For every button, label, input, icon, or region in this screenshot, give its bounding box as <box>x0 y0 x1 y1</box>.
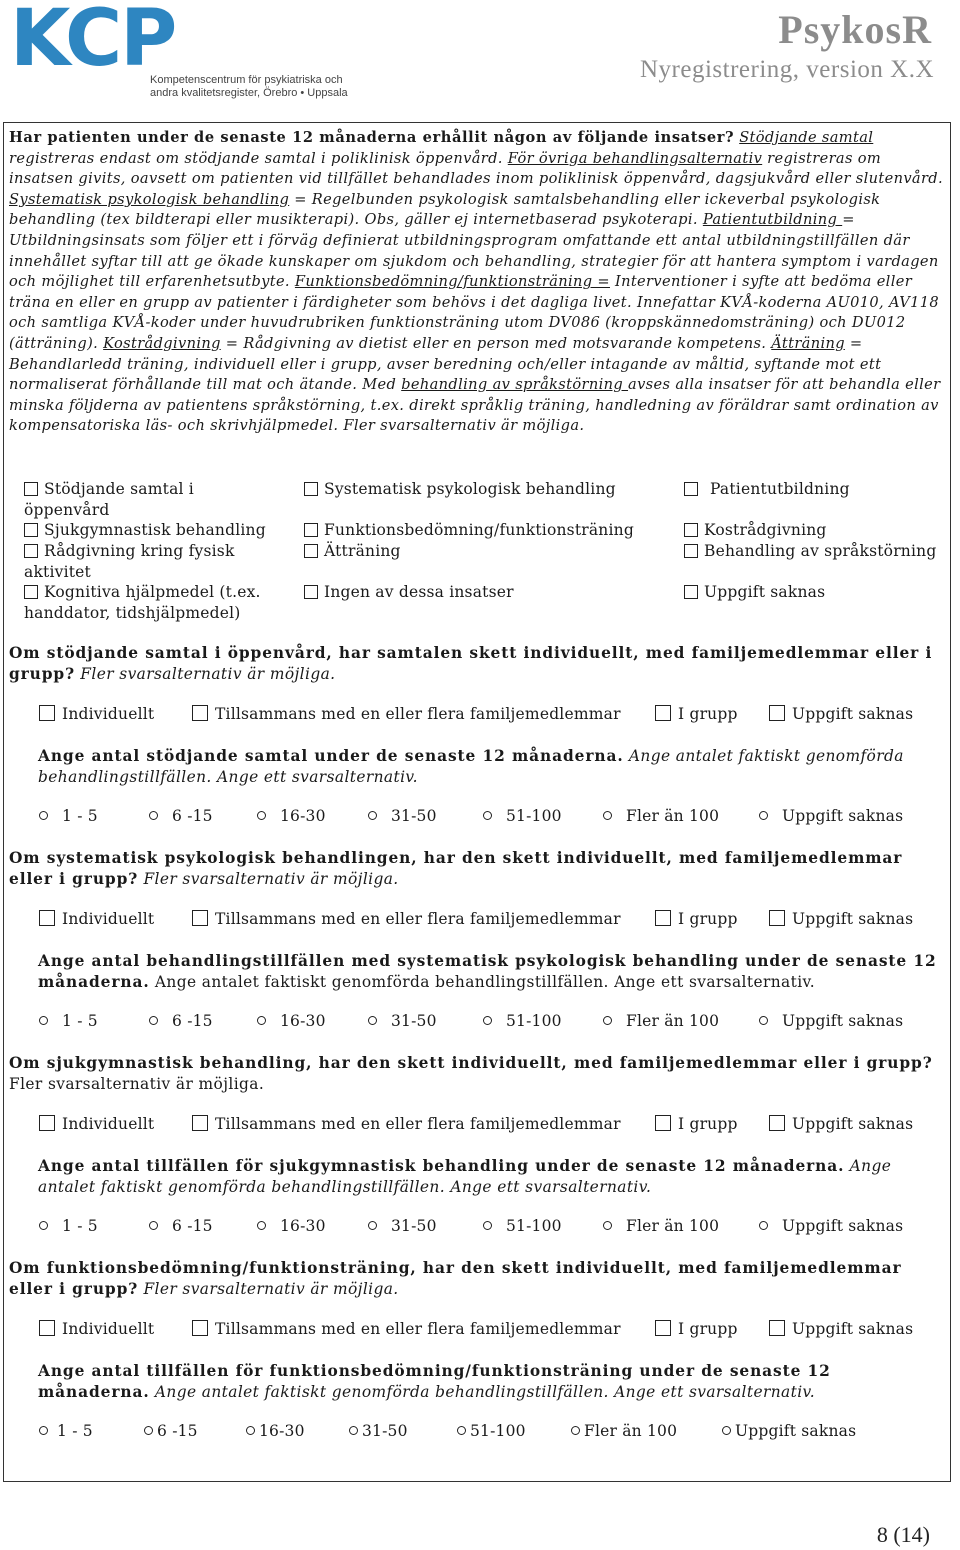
term-ovriga: För övriga behandlingsalternativ <box>507 149 763 167</box>
intro-text-part: registreras endast om stödjande samtal i poliklinisk öppenvård. <box>9 149 508 167</box>
option-label: 31-50 <box>362 1422 408 1440</box>
radio[interactable] <box>368 811 377 820</box>
option-label: 1 - 5 <box>62 1012 98 1030</box>
checkbox[interactable] <box>655 1115 671 1131</box>
insats-kostradgivning[interactable] <box>684 520 944 541</box>
insats-uppgift-saknas[interactable] <box>684 582 944 603</box>
radio-1-5[interactable] <box>39 1217 98 1235</box>
insats-sjukgymnastisk[interactable] <box>24 520 294 541</box>
option-i-grupp[interactable] <box>655 1115 738 1133</box>
insats-stodjande-samtal[interactable] <box>24 479 274 520</box>
checkbox[interactable] <box>192 705 208 721</box>
checkbox[interactable] <box>684 544 698 558</box>
radio-51-100[interactable] <box>483 1217 562 1235</box>
option-label: 31-50 <box>391 807 437 825</box>
app-title: PsykosR <box>778 7 932 52</box>
term-patientutbildning: Patientutbildning <box>702 211 843 229</box>
option-label: Tillsammans med en eller flera familjemedlemmar <box>215 705 621 723</box>
radio-16-30[interactable] <box>257 1217 326 1235</box>
option-label: Fler än 100 <box>626 807 720 825</box>
form-box <box>3 122 951 1482</box>
question-note: Ange antalet faktiskt genomförda behandlingstillfällen. Ange ett svarsalternativ. <box>38 747 904 786</box>
option-uppgift-saknas[interactable] <box>769 1320 913 1338</box>
option-i-grupp[interactable] <box>655 910 738 928</box>
checkbox[interactable] <box>655 910 671 926</box>
question-text: Om stödjande samtal i öppenvård, har samtalen skett individuellt, med familjemedlemmar eller i grupp? <box>9 644 933 683</box>
checkbox[interactable] <box>655 1320 671 1336</box>
option-label: 51-100 <box>506 807 562 825</box>
radio-16-30[interactable] <box>257 807 326 825</box>
term-attraning: Ätträning <box>771 334 845 352</box>
insats-fysisk-aktivitet[interactable] <box>24 541 254 582</box>
insats-label: Rådgivning kring fysisk aktivitet <box>24 542 235 581</box>
radio-51-100[interactable] <box>483 1012 562 1030</box>
question-funktion-format <box>9 1258 944 1300</box>
question-systematisk-format <box>9 848 944 890</box>
radio-6-15[interactable] <box>149 1217 213 1235</box>
checkbox[interactable] <box>655 705 671 721</box>
radio[interactable] <box>603 1016 612 1025</box>
checkbox[interactable] <box>684 482 698 496</box>
checkbox[interactable] <box>24 523 38 537</box>
checkbox[interactable] <box>39 910 55 926</box>
option-label: I grupp <box>678 910 738 928</box>
option-label: 6 -15 <box>172 807 213 825</box>
insats-kognitiva-hjalpmedel[interactable] <box>24 582 274 623</box>
question-systematisk-antal <box>38 951 938 993</box>
option-label: 1 - 5 <box>62 807 98 825</box>
radio[interactable] <box>149 811 158 820</box>
radio[interactable] <box>483 1016 492 1025</box>
option-label: 51-100 <box>470 1422 526 1440</box>
radio[interactable] <box>722 1426 731 1435</box>
checkbox[interactable] <box>24 544 38 558</box>
radio-fler-an-100[interactable] <box>603 807 719 825</box>
insats-label: Ätträning <box>324 542 401 560</box>
checkbox[interactable] <box>39 1115 55 1131</box>
option-i-grupp[interactable] <box>655 1320 738 1338</box>
insats-patientutbildning[interactable] <box>684 479 944 500</box>
option-label: 6 -15 <box>157 1422 198 1440</box>
checkbox[interactable] <box>192 1115 208 1131</box>
option-label: Uppgift saknas <box>735 1422 857 1440</box>
insats-ingen[interactable] <box>304 582 654 603</box>
option-label: 31-50 <box>391 1012 437 1030</box>
radio[interactable] <box>144 1426 153 1435</box>
radio-1-5[interactable] <box>39 807 98 825</box>
option-label: 16-30 <box>280 1217 326 1235</box>
option-label: 31-50 <box>391 1217 437 1235</box>
question-note: Ange antalet faktiskt genomförda behandlingstillfällen. Ange ett svarsalternativ. <box>149 1383 816 1401</box>
option-label: I grupp <box>678 1115 738 1133</box>
kcp-logo <box>10 0 348 99</box>
radio-uppgift-saknas[interactable] <box>759 1217 903 1235</box>
option-label: 51-100 <box>506 1012 562 1030</box>
option-i-grupp[interactable] <box>655 705 738 723</box>
option-label: Uppgift saknas <box>782 1012 904 1030</box>
insats-sprakstorning[interactable] <box>684 541 944 562</box>
radio[interactable] <box>368 1016 377 1025</box>
radio[interactable] <box>571 1426 580 1435</box>
option-uppgift-saknas[interactable] <box>769 910 913 928</box>
insats-label: Kostrådgivning <box>704 521 827 539</box>
radio[interactable] <box>349 1426 358 1435</box>
radio-16-30[interactable] <box>246 1422 305 1440</box>
intro-text-part: = Rådgivning av dietist eller en person med motsvarande kompetens. <box>220 334 772 352</box>
term-funktion: Funktionsbedömning/funktionsträning = <box>294 273 610 291</box>
option-familjemedlemmar[interactable] <box>192 1320 621 1338</box>
option-label: 1 - 5 <box>57 1422 93 1440</box>
intro-question: Har patienten under de senaste 12 månaderna erhållit någon av följande insatser? <box>9 129 735 146</box>
option-individuellt[interactable] <box>39 910 154 928</box>
intro-text-part: avses alla insatser för att behandla eller minska följderna av patientens språkstörning, t.ex. direkt språklig träning, handledning av föräldrar samt ordination av kompensatoriska läs- och skrivhjälpmedel. Fler svarsalternativ är möjliga. <box>9 376 941 435</box>
option-individuellt[interactable] <box>39 705 154 723</box>
checkbox[interactable] <box>769 1115 785 1131</box>
checkbox[interactable] <box>24 482 38 496</box>
radio[interactable] <box>149 1221 158 1230</box>
radio[interactable] <box>483 1221 492 1230</box>
question-text: Om funktionsbedömning/funktionsträning, har den skett individuellt, med familjemedlemmar eller i grupp? <box>9 1259 902 1298</box>
option-uppgift-saknas[interactable] <box>769 705 913 723</box>
radio-31-50[interactable] <box>368 1217 437 1235</box>
radio-uppgift-saknas[interactable] <box>722 1422 856 1440</box>
insats-label: Ingen av dessa insatser <box>324 583 514 601</box>
radio[interactable] <box>39 811 48 820</box>
question-sjukgymnastisk-antal <box>38 1156 938 1198</box>
radio-6-15[interactable] <box>149 1012 213 1030</box>
radio[interactable] <box>149 1016 158 1025</box>
question-text: Ange antal tillfällen för funktionsbedömning/funktionsträning under de senaste 12 månaderna. <box>38 1362 831 1401</box>
question-note: Fler svarsalternativ är möjliga. <box>9 1075 265 1093</box>
checkbox[interactable] <box>24 585 38 599</box>
term-systematisk: Systematisk psykologisk behandling <box>9 190 290 208</box>
radio[interactable] <box>246 1426 255 1435</box>
option-label: Individuellt <box>62 1115 155 1133</box>
checkbox[interactable] <box>684 585 698 599</box>
option-label: Tillsammans med en eller flera familjemedlemmar <box>215 1320 621 1338</box>
checkbox[interactable] <box>769 910 785 926</box>
insats-funktion[interactable] <box>304 520 674 541</box>
radio[interactable] <box>759 811 768 820</box>
radio[interactable] <box>39 1426 48 1435</box>
checkbox[interactable] <box>769 705 785 721</box>
radio[interactable] <box>457 1426 466 1435</box>
radio[interactable] <box>257 811 266 820</box>
option-label: Fler än 100 <box>584 1422 678 1440</box>
radio-1-5[interactable] <box>39 1422 93 1440</box>
intro-text-part: Interventioner i syfte att bedöma eller träna en eller en grupp av patienter i färdigheter som behövs i det dagliga livet. Innefattar KVÅ-koderna AU010, AV118 och samtliga KVÅ-koder under huvudrubriken funktionsträning utom DV086 (kroppskännedomsträning) och DU012 (ätträning). <box>9 273 939 352</box>
option-individuellt[interactable] <box>39 1115 154 1133</box>
question-funktion-antal <box>38 1361 938 1403</box>
question-text: Ange antal stödjande samtal under de senaste 12 månaderna. <box>38 747 624 765</box>
intro-text-part: = Regelbunden psykologisk samtalsbehandling eller ickeverbal psykologisk behandling (tex bildterapi eller musikterapi). Obs, gäller ej internetbaserad psykoterapi. <box>9 190 881 229</box>
question-text: Om sjukgymnastisk behandling, har den skett individuellt, med familjemedlemmar eller i grupp? <box>9 1054 933 1072</box>
option-label: Fler än 100 <box>626 1012 720 1030</box>
term-sprakstorning: behandling av språkstörning <box>401 376 629 394</box>
option-label: Uppgift saknas <box>792 910 914 928</box>
radio[interactable] <box>368 1221 377 1230</box>
radio-51-100[interactable] <box>483 807 562 825</box>
intro-text-part: = Behandlarledd träning, individuell eller i grupp, avser beredning och/eller intagande av måltid, syftande mot ett normaliserat förhållande till mat och ätande. Med <box>9 334 882 394</box>
radio-uppgift-saknas[interactable] <box>759 1012 903 1030</box>
intro-text-part: registreras om insatsen givits, oavsett om patienten vid tillfället behandlades inom poliklinisk öppenvård, dagsjukvård eller slutenvård. <box>9 149 943 188</box>
radio[interactable] <box>759 1221 768 1230</box>
option-label: Uppgift saknas <box>782 1217 904 1235</box>
radio-6-15[interactable] <box>144 1422 198 1440</box>
question-stodjande-format <box>9 643 944 685</box>
checkbox[interactable] <box>192 1320 208 1336</box>
insats-label: Funktionsbedömning/funktionsträning <box>324 521 634 539</box>
option-label: I grupp <box>678 1320 738 1338</box>
radio-51-100[interactable] <box>457 1422 526 1440</box>
option-label: 51-100 <box>506 1217 562 1235</box>
checkbox[interactable] <box>304 482 318 496</box>
checkbox[interactable] <box>304 585 318 599</box>
insats-systematisk[interactable] <box>304 479 654 500</box>
option-label: 16-30 <box>280 1012 326 1030</box>
option-label: Tillsammans med en eller flera familjemedlemmar <box>215 910 621 928</box>
question-text: Om systematisk psykologisk behandlingen, har den skett individuellt, med familjemedlemmar eller i grupp? <box>9 849 903 888</box>
option-label: Uppgift saknas <box>792 1115 914 1133</box>
insats-label: Patientutbildning <box>710 480 850 498</box>
option-uppgift-saknas[interactable] <box>769 1115 913 1133</box>
option-familjemedlemmar[interactable] <box>192 705 621 723</box>
question-sjukgymnastisk-format <box>9 1053 944 1095</box>
page-number: 8 (14) <box>876 1522 930 1547</box>
page-header <box>0 0 960 120</box>
intro-text-part: = Utbildningsinsats som följer ett i förväg definierat utbildningsprogram omfattande ett antal utbildningstillfällen där innehållet syftar till att ge ökade kunskaper om sjukdom och behandling, strategier för att hantera symptom i vardagen och möjlighet till erfarenhetsutbyte. <box>9 211 939 291</box>
option-label: Tillsammans med en eller flera familjemedlemmar <box>215 1115 621 1133</box>
checkbox[interactable] <box>39 1320 55 1336</box>
radio-16-30[interactable] <box>257 1012 326 1030</box>
option-label: 1 - 5 <box>62 1217 98 1235</box>
option-familjemedlemmar[interactable] <box>192 1115 621 1133</box>
checkbox[interactable] <box>769 1320 785 1336</box>
logo-subtitle: Kompetenscentrum för psykiatriska och andra kvalitetsregister, Örebro • Uppsala <box>150 74 348 99</box>
term-kostradgivning: Kostrådgivning <box>103 334 221 352</box>
option-label: Uppgift saknas <box>792 705 914 723</box>
radio-uppgift-saknas[interactable] <box>759 807 903 825</box>
radio-31-50[interactable] <box>368 1012 437 1030</box>
option-label: Individuellt <box>62 1320 155 1338</box>
radio-fler-an-100[interactable] <box>603 1217 719 1235</box>
checkbox[interactable] <box>39 705 55 721</box>
option-label: 6 -15 <box>172 1217 213 1235</box>
app-subtitle: Nyregistrering, version X.X <box>640 56 934 83</box>
radio-31-50[interactable] <box>349 1422 408 1440</box>
insats-label: Uppgift saknas <box>704 583 826 601</box>
question-text: Ange antal behandlingstillfällen med systematisk psykologisk behandling under de senaste 12 månaderna. <box>38 952 937 991</box>
intro-text <box>9 128 944 437</box>
radio[interactable] <box>39 1016 48 1025</box>
question-note: Fler svarsalternativ är möjliga. <box>138 870 399 888</box>
radio[interactable] <box>759 1016 768 1025</box>
radio-6-15[interactable] <box>149 807 213 825</box>
radio[interactable] <box>483 811 492 820</box>
option-familjemedlemmar[interactable] <box>192 910 621 928</box>
radio-fler-an-100[interactable] <box>571 1422 677 1440</box>
insats-label: Stödjande samtal i öppenvård <box>24 480 194 519</box>
question-stodjande-antal <box>38 746 938 788</box>
option-label: Individuellt <box>62 705 155 723</box>
radio[interactable] <box>603 1221 612 1230</box>
insats-label: Systematisk psykologisk behandling <box>324 480 616 498</box>
option-label: I grupp <box>678 705 738 723</box>
option-label: 16-30 <box>280 807 326 825</box>
radio-31-50[interactable] <box>368 807 437 825</box>
term-stodjande: Stödjande samtal <box>739 129 874 146</box>
logo-letters: KCP <box>10 0 176 84</box>
radio-1-5[interactable] <box>39 1012 98 1030</box>
checkbox[interactable] <box>304 544 318 558</box>
radio[interactable] <box>257 1016 266 1025</box>
question-note: Fler svarsalternativ är möjliga. <box>75 665 336 683</box>
radio[interactable] <box>603 811 612 820</box>
option-label: Uppgift saknas <box>792 1320 914 1338</box>
option-individuellt[interactable] <box>39 1320 154 1338</box>
option-label: 6 -15 <box>172 1012 213 1030</box>
question-note: Fler svarsalternativ är möjliga. <box>138 1280 399 1298</box>
insats-label: Sjukgymnastisk behandling <box>44 521 266 539</box>
question-note: Ange antalet faktiskt genomförda behandlingstillfällen. Ange ett svarsalternativ. <box>149 973 816 991</box>
checkbox[interactable] <box>684 523 698 537</box>
insats-attraning[interactable] <box>304 541 654 562</box>
radio[interactable] <box>39 1221 48 1230</box>
radio-fler-an-100[interactable] <box>603 1012 719 1030</box>
question-text: Ange antal tillfällen för sjukgymnastisk behandling under de senaste 12 månaderna. <box>38 1157 845 1175</box>
option-label: 16-30 <box>259 1422 305 1440</box>
checkbox[interactable] <box>304 523 318 537</box>
question-note: Ange antalet faktiskt genomförda behandlingstillfällen. Ange ett svarsalternativ. <box>38 1157 892 1196</box>
insats-label: Kognitiva hjälpmedel (t.ex. handdator, tidshjälpmedel) <box>24 583 261 622</box>
radio[interactable] <box>257 1221 266 1230</box>
option-label: Uppgift saknas <box>782 807 904 825</box>
option-label: Individuellt <box>62 910 155 928</box>
checkbox[interactable] <box>192 910 208 926</box>
insats-label: Behandling av språkstörning <box>704 542 937 560</box>
option-label: Fler än 100 <box>626 1217 720 1235</box>
